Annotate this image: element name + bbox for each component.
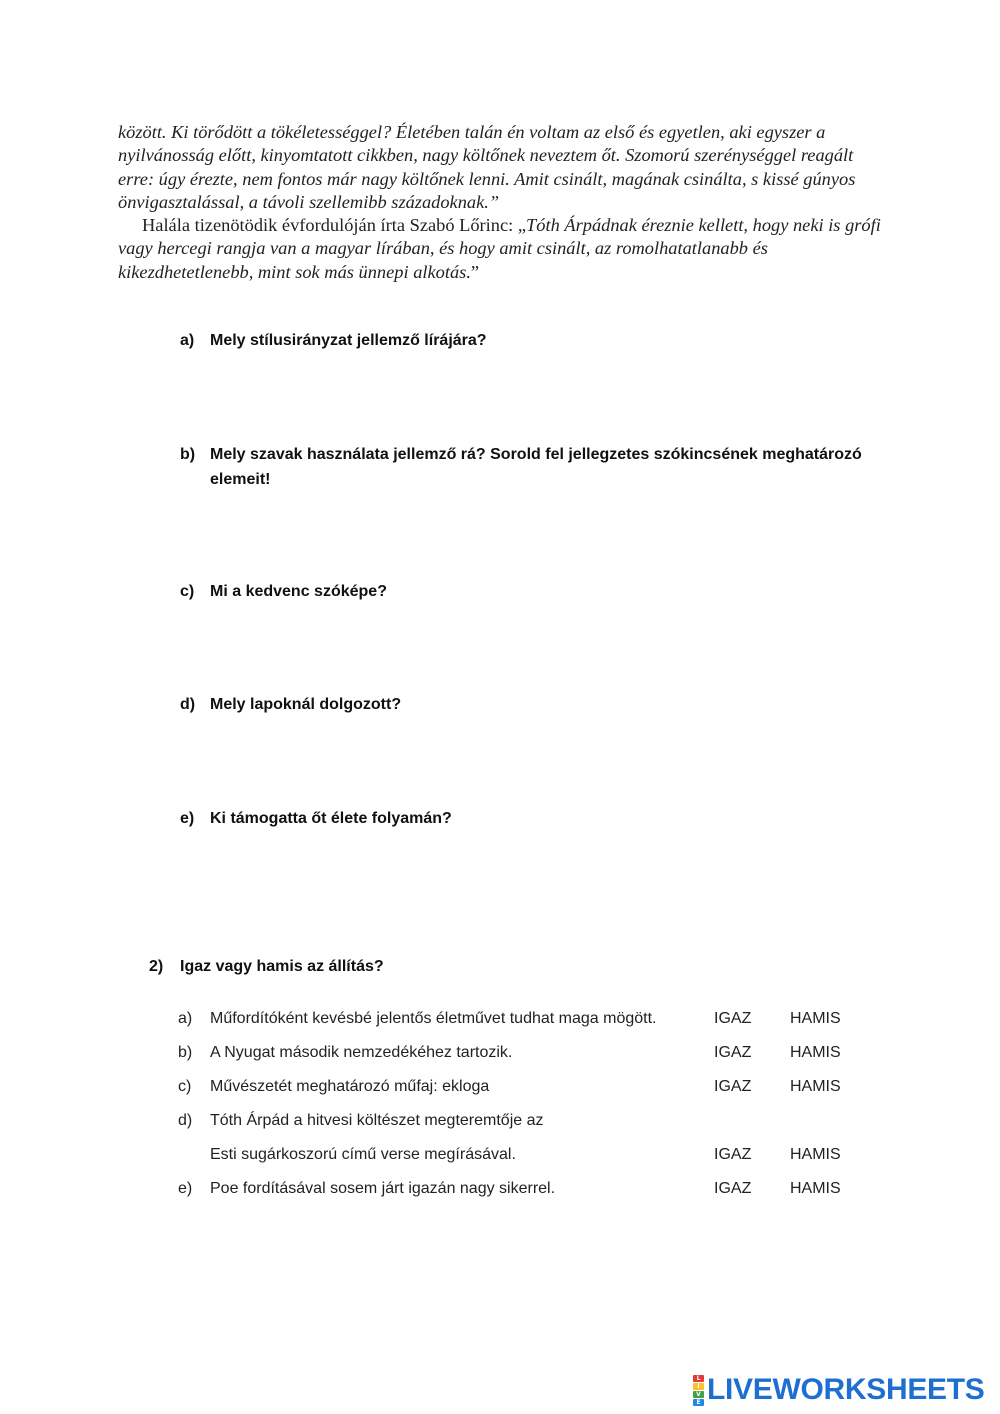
statement-label: d) [178, 1112, 193, 1129]
passage-paragraph-1: között. Ki törődött a tökéletességgel? Életében talán én voltam az első és egyetlen, aki egyszer a nyilvánosság előtt, kinyomtatott cikkben, nagy költőnek neveztem őt. Szomorú szerénységgel reagált erre: úgy érezte, nem fontos már nagy költőnek lenni. Amit csinált, magának csinálta, s kissé gúnyos önvigasztalással, a távoli szellemibb századoknak.” [118, 122, 856, 212]
question-label: a) [180, 332, 195, 349]
statement-text: Tóth Árpád a hitvesi költészet megteremtője az [210, 1112, 544, 1129]
szabo-lorinc-quote: Tóth Árpádnak éreznie kellett, hogy neki is grófi vagy hercegi rangja van a magyar lírában, és hogy amit csinált, az romolhatatlanabb és kikezdhetetlenebb, mint sok más ünnepi alkotás. [118, 215, 881, 282]
statement-label: b) [178, 1044, 193, 1061]
true-option[interactable]: IGAZ [714, 1180, 752, 1197]
question-text: Mely stílusirányzat jellemző lírájára? [210, 332, 487, 349]
statement-label: a) [178, 1010, 193, 1027]
question-b [180, 442, 880, 492]
false-option[interactable]: HAMIS [790, 1010, 841, 1027]
section-label: 2) [149, 958, 164, 975]
logo-mark-letter-l: L [693, 1375, 704, 1382]
logo-mark-icon [693, 1375, 704, 1406]
statement-label: e) [178, 1180, 193, 1197]
logo-mark-letter-v: V [693, 1391, 704, 1398]
statement-text: Művészetét meghatározó műfaj: ekloga [210, 1078, 490, 1095]
false-option[interactable]: HAMIS [790, 1180, 841, 1197]
question-text: Mely lapoknál dolgozott? [210, 696, 402, 713]
question-label: d) [180, 696, 196, 713]
question-label: c) [180, 583, 195, 600]
true-option[interactable]: IGAZ [714, 1044, 752, 1061]
statement-text: Esti sugárkoszorú című verse megírásával. [210, 1146, 516, 1163]
question-c [180, 579, 880, 604]
liveworksheets-logo [693, 1372, 985, 1408]
statement-label: c) [178, 1078, 192, 1095]
false-option[interactable]: HAMIS [790, 1078, 841, 1095]
question-e [180, 806, 880, 831]
passage [118, 121, 888, 284]
statement-text: Műfordítóként kevésbé jelentős életművet tudhat maga mögött. [210, 1010, 657, 1027]
question-text: Ki támogatta őt élete folyamán? [210, 810, 452, 827]
true-option[interactable]: IGAZ [714, 1078, 752, 1095]
question-d [180, 692, 880, 717]
statement-text: A Nyugat második nemzedékéhez tartozik. [210, 1044, 513, 1061]
section-title: Igaz vagy hamis az állítás? [180, 958, 384, 975]
question-label: b) [180, 446, 196, 463]
statement-text: Poe fordításával sosem járt igazán nagy sikerrel. [210, 1180, 556, 1197]
false-option[interactable]: HAMIS [790, 1146, 841, 1163]
logo-mark-letter-i: I [693, 1383, 704, 1390]
section-2-heading [149, 958, 384, 976]
logo-mark-letter-e: E [693, 1399, 704, 1406]
question-label: e) [180, 810, 195, 827]
logo-text: LIVEWORKSHEETS [707, 1373, 985, 1406]
question-text: Mely szavak használata jellemző rá? Sorold fel jellegzetes szókincsének meghatározó elemeit! [210, 446, 862, 488]
false-option[interactable]: HAMIS [790, 1044, 841, 1061]
true-option[interactable]: IGAZ [714, 1010, 752, 1027]
passage-paragraph-2: Halála tizenötödik évfordulóján írta Szabó Lőrinc: „Tóth Árpádnak éreznie kellett, hogy neki is grófi vagy hercegi rangja van a magyar lírában, és hogy amit csinált, az romolhatatlanabb és kikezdhetetlenebb, mint sok más ünnepi alkotás.” [118, 215, 881, 282]
true-option[interactable]: IGAZ [714, 1146, 752, 1163]
question-a [180, 328, 880, 353]
question-text: Mi a kedvenc szóképe? [210, 583, 387, 600]
